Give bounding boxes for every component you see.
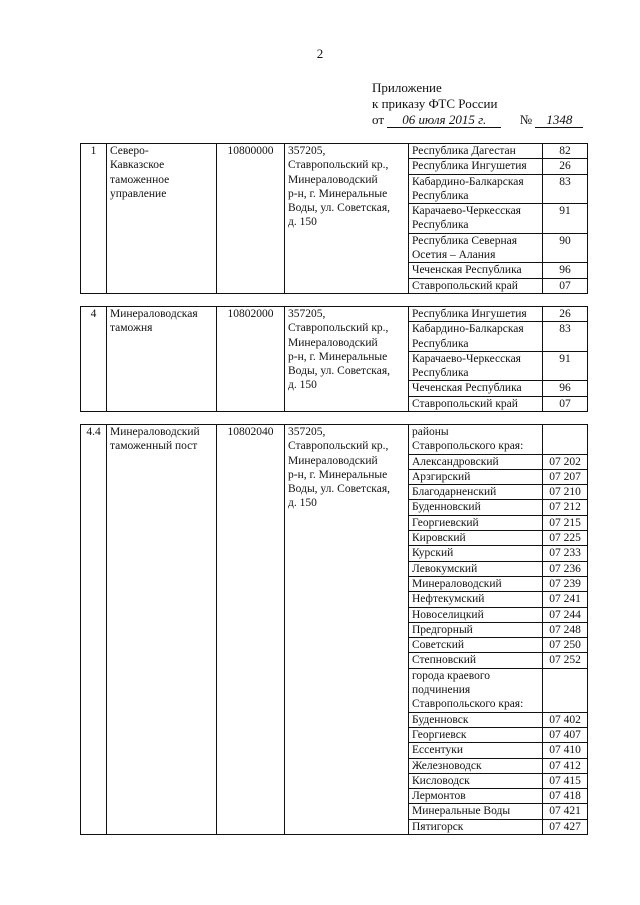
territory-code: 07 233	[543, 546, 588, 561]
region-name	[409, 159, 543, 174]
region-name-line: Республика	[412, 219, 469, 232]
territory-code: 07 212	[543, 500, 588, 515]
region-code: 26	[543, 159, 588, 174]
territory-code: 07 250	[543, 638, 588, 653]
region-name	[409, 351, 543, 381]
region-code: 90	[543, 233, 588, 263]
address-line: р-н, г. Минеральные	[288, 468, 388, 481]
region-code: 07	[543, 278, 588, 293]
region-name-line: Кабардино-Балкарская	[412, 175, 524, 188]
address-line: Ставропольский кр.,	[288, 440, 389, 453]
address-line: Минераловодский	[288, 454, 378, 467]
entry-number: 4	[81, 307, 107, 412]
region-name-line: Республика Ингушетия	[412, 308, 527, 320]
table-row	[81, 425, 588, 455]
region-name	[409, 263, 543, 278]
number-sign: №	[519, 112, 533, 127]
region-name	[409, 174, 543, 204]
region-name-line: Республика	[412, 367, 469, 380]
region-name-line: Чеченская Республика	[412, 264, 522, 277]
region-name	[409, 204, 543, 234]
region-code: 96	[543, 381, 588, 396]
region-name	[409, 322, 543, 352]
region-name-line: Республика	[412, 189, 469, 202]
territory-name: Курский	[409, 546, 543, 561]
address-line: Воды, ул. Советская,	[288, 365, 390, 378]
region-name-line: Чеченская Республика	[412, 382, 522, 395]
territory-name: Пятигорск	[409, 819, 543, 834]
customs-address	[285, 425, 409, 835]
territory-code: 07 202	[543, 454, 588, 469]
table-row	[81, 307, 588, 322]
region-name	[409, 396, 543, 411]
customs-body-name-line: таможня	[110, 322, 153, 335]
address-line: р-н, г. Минеральные	[288, 350, 388, 363]
address-line: д. 150	[288, 216, 317, 229]
region-name	[409, 381, 543, 396]
territory-code: 07 215	[543, 515, 588, 530]
territory-name: Кировский	[409, 531, 543, 546]
from-label: от	[372, 112, 385, 127]
territory-name: Советский	[409, 638, 543, 653]
territory-heading-line: города краевого	[412, 669, 491, 682]
address-line: д. 150	[288, 379, 317, 392]
address-line: Минераловодский	[288, 173, 378, 186]
order-reference: к приказу ФТС России	[372, 96, 498, 111]
region-code: 83	[543, 174, 588, 204]
territory-code: 07 225	[543, 531, 588, 546]
territory-code: 07 407	[543, 727, 588, 742]
customs-table-2	[80, 306, 588, 412]
territory-name: Предгорный	[409, 622, 543, 637]
table-row	[81, 144, 588, 159]
region-code: 26	[543, 307, 588, 322]
region-name	[409, 144, 543, 159]
customs-address	[285, 307, 409, 412]
territory-name: Ессентуки	[409, 743, 543, 758]
territory-name: Арзгирский	[409, 469, 543, 484]
address-line: д. 150	[288, 497, 317, 510]
territory-heading-line: подчинения	[412, 684, 471, 697]
region-code: 96	[543, 263, 588, 278]
customs-code: 10800000	[217, 144, 285, 294]
address-line: 357205,	[288, 308, 326, 320]
territory-name: Буденновск	[409, 712, 543, 727]
territory-code: 07 427	[543, 819, 588, 834]
territory-code: 07 210	[543, 485, 588, 500]
region-code: 91	[543, 204, 588, 234]
territory-name: Александровский	[409, 454, 543, 469]
territory-code: 07 402	[543, 712, 588, 727]
region-name	[409, 233, 543, 263]
territory-name: Нефтекумский	[409, 592, 543, 607]
territory-heading-line: районы	[412, 426, 449, 438]
territory-code: 07 415	[543, 773, 588, 788]
region-name-line: Республика Дагестан	[412, 145, 516, 157]
region-name-line: Республика	[412, 337, 469, 350]
territory-heading-line: Ставропольского края:	[412, 698, 524, 711]
customs-body-name-line: таможенное	[110, 173, 170, 186]
territory-code: 07 239	[543, 576, 588, 591]
region-name	[409, 278, 543, 293]
customs-body-name-line: Кавказское	[110, 159, 165, 172]
region-name-line: Кабардино-Балкарская	[412, 323, 524, 336]
region-name-line: Карачаево-Черкесская	[412, 205, 521, 218]
territory-code: 07 248	[543, 622, 588, 637]
territory-name: Левокумский	[409, 561, 543, 576]
region-name-line: Республика Северная	[412, 234, 518, 247]
order-number: 1348	[535, 113, 583, 128]
territory-name: Буденновский	[409, 500, 543, 515]
territory-name: Благодарненский	[409, 485, 543, 500]
address-line: 357205,	[288, 145, 326, 157]
customs-address	[285, 144, 409, 294]
territory-name: Кисловодск	[409, 773, 543, 788]
territory-heading-code	[543, 668, 588, 712]
region-code: 83	[543, 322, 588, 352]
region-name-line: Карачаево-Черкесская	[412, 352, 521, 365]
entry-number: 4.4	[81, 425, 107, 835]
territory-name: Новоселицкий	[409, 607, 543, 622]
territory-code: 07 236	[543, 561, 588, 576]
territory-name: Лермонтов	[409, 789, 543, 804]
customs-body-name-line: таможенный пост	[110, 440, 198, 453]
territory-name: Минеральные Воды	[409, 804, 543, 819]
territory-code: 07 241	[543, 592, 588, 607]
territory-code: 07 410	[543, 743, 588, 758]
order-date: 06 июля 2015 г.	[387, 113, 501, 128]
region-name	[409, 307, 543, 322]
address-line: Воды, ул. Советская,	[288, 202, 390, 215]
territory-name: Минераловодский	[409, 576, 543, 591]
region-code: 07	[543, 396, 588, 411]
customs-body-name	[107, 144, 217, 294]
region-name-line: Ставропольский край	[412, 279, 518, 292]
territory-code: 07 421	[543, 804, 588, 819]
customs-body-name	[107, 425, 217, 835]
region-name-line: Республика Ингушетия	[412, 160, 527, 173]
order-date-line	[372, 111, 583, 128]
customs-code: 10802040	[217, 425, 285, 835]
customs-body-name-line: Минераловодская	[110, 308, 198, 320]
entry-number: 1	[81, 144, 107, 294]
address-line: Минераловодский	[288, 336, 378, 349]
address-line: 357205,	[288, 426, 326, 438]
customs-body-name-line: управление	[110, 187, 167, 200]
address-line: Воды, ул. Советская,	[288, 483, 390, 496]
territory-heading-line: Ставропольского края:	[412, 440, 524, 453]
territory-code: 07 412	[543, 758, 588, 773]
territory-heading-code	[543, 425, 588, 455]
customs-table-3	[80, 424, 588, 835]
territory-code: 07 418	[543, 789, 588, 804]
territory-name: Георгиевский	[409, 515, 543, 530]
customs-body-name	[107, 307, 217, 412]
territory-name: Георгиевск	[409, 727, 543, 742]
region-code: 82	[543, 144, 588, 159]
customs-body-name-line: Северо-	[110, 145, 149, 157]
region-code: 91	[543, 351, 588, 381]
address-line: Ставропольский кр.,	[288, 322, 389, 335]
territory-code: 07 244	[543, 607, 588, 622]
address-line: Ставропольский кр.,	[288, 159, 389, 172]
territory-heading	[409, 668, 543, 712]
territory-heading	[409, 425, 543, 455]
customs-table-1	[80, 143, 588, 294]
region-name-line: Осетия – Алания	[412, 249, 496, 262]
page-number: 2	[316, 46, 324, 61]
territory-name: Железноводск	[409, 758, 543, 773]
appendix-title: Приложение	[372, 80, 442, 95]
region-name-line: Ставропольский край	[412, 397, 518, 410]
territory-code: 07 207	[543, 469, 588, 484]
address-line: р-н, г. Минеральные	[288, 187, 388, 200]
customs-code: 10802000	[217, 307, 285, 412]
territory-code: 07 252	[543, 653, 588, 668]
territory-name: Степновский	[409, 653, 543, 668]
customs-body-name-line: Минераловодский	[110, 426, 200, 438]
